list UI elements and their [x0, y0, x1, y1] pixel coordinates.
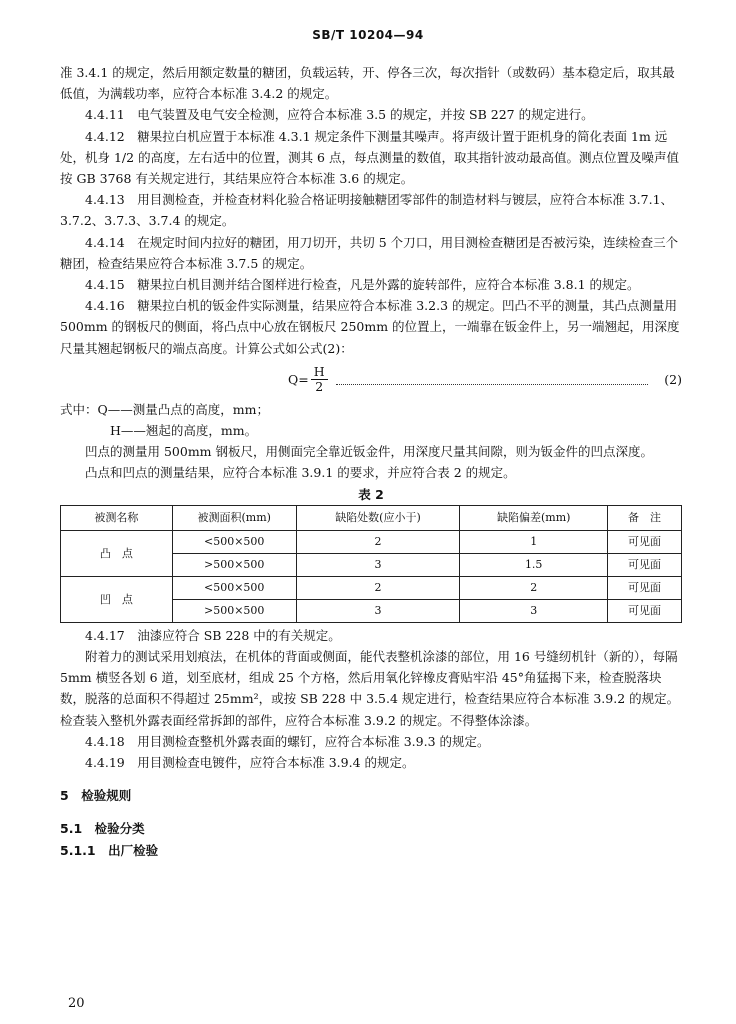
clause-4-4-19: 4.4.19 用目测检查电镀件，应符合本标准 3.9.4 的规定。 — [85, 755, 415, 771]
clause-4-4-16: 4.4.16 糖果拉白机的钣金件实际测量，结果应符合本标准 3.2.3 的规定。凹凸不平的测量，其凸点测量用 500mm 的钢板尺的侧面，将凸点中心放在钢板尺 250mm 的位置上，一端靠在钣金件上，另一端翘起，用深度尺量其翘起钢板尺的端点高度。计算公式如公式(2)： — [60, 298, 680, 356]
column-header: 缺陷偏差(mm) — [460, 505, 608, 530]
clause-4-4-11: 4.4.11 电气装置及电气安全检测，应符合本标准 3.5 的规定，并按 SB 227 的规定进行。 — [85, 107, 594, 123]
formula-lhs: Q= — [288, 372, 309, 388]
clause-4-4-15: 4.4.15 糖果拉白机目测并结合图样进行检查，凡是外露的旋转部件，应符合本标准 3.8.1 的规定。 — [85, 277, 640, 293]
document-body — [60, 62, 682, 861]
clause-4-4-12: 4.4.12 糖果拉白机应置于本标准 4.3.1 规定条件下测量其噪声。将声级计置于距机身的简化表面 1m 远处，机身 1/2 的高度，左右适中的位置，测其 6 点，每点测量的数值，取其指针波动最高值。测点位置及噪声值按 GB 3768 有关规定进行，其结果应符合本标准 3.6 的规定。 — [60, 128, 679, 187]
table-cell: 3 — [460, 599, 608, 622]
section-heading: 5.1.1 出厂检验 — [60, 842, 159, 858]
column-header: 缺陷处数(应小于) — [296, 505, 460, 530]
table-cell: 1 — [460, 530, 608, 553]
paragraph: 准 3.4.1 的规定，然后用额定数量的糖团，负载运转，开、停各三次，每次指针（或数码）基本稳定后，取其最低值，为满载功率，应符合本标准 3.4.2 的规定。 — [60, 65, 675, 102]
column-header: 备 注 — [608, 505, 682, 530]
table-cell: 可见面 — [608, 530, 682, 553]
leader-dots — [336, 383, 648, 385]
table-cell: 可见面 — [608, 576, 682, 599]
formula-2 — [60, 361, 682, 399]
table-caption: 表 2 — [358, 486, 384, 502]
table-cell: <500×500 — [172, 576, 296, 599]
table-2 — [60, 505, 682, 623]
table-cell: 2 — [296, 576, 460, 599]
table-cell: >500×500 — [172, 599, 296, 622]
formula-denominator: 2 — [315, 379, 324, 395]
group-name: 凹 点 — [61, 576, 173, 622]
formula-numerator: H — [311, 365, 328, 380]
table-row — [61, 576, 682, 599]
table-cell: 可见面 — [608, 553, 682, 576]
section-heading: 5 检验规则 — [60, 788, 132, 804]
section-heading: 5.1 检验分类 — [60, 821, 145, 837]
paragraph: 凸点和凹点的测量结果，应符合本标准 3.9.1 的要求，并应符合表 2 的规定。 — [85, 465, 516, 481]
column-header: 被测面积(mm) — [172, 505, 296, 530]
where-line: H——翘起的高度，mm。 — [110, 423, 258, 439]
formula-number: (2) — [664, 372, 682, 388]
table-cell: <500×500 — [172, 530, 296, 553]
page-header: SB/T 10204—94 — [312, 28, 424, 42]
clause-4-4-18: 4.4.18 用目测检查整机外露表面的螺钉，应符合本标准 3.9.3 的规定。 — [85, 733, 490, 749]
table-row — [61, 530, 682, 553]
table-cell: 2 — [296, 530, 460, 553]
table-cell: 可见面 — [608, 599, 682, 622]
paragraph: 凹点的测量用 500mm 钢板尺，用侧面完全靠近钣金件，用深度尺量其间隙，则为钣金件的凹点深度。 — [85, 444, 654, 460]
table-cell: 2 — [460, 576, 608, 599]
table-cell: 3 — [296, 553, 460, 576]
table-header-row — [61, 505, 682, 530]
table-cell: 1.5 — [460, 553, 608, 576]
page-number: 20 — [68, 996, 85, 1011]
column-header: 被测名称 — [61, 505, 173, 530]
clause-4-4-13: 4.4.13 用目测检查，并检查材料化验合格证明接触糖团零部件的制造材料与镀层，应符合本标准 3.7.1、3.7.2、3.7.3、3.7.4 的规定。 — [60, 192, 674, 229]
paragraph: 附着力的测试采用划痕法，在机体的背面或侧面，能代表整机涂漆的部位，用 16 号缝纫机针（新的），每隔 5mm 横竖各划 6 道，划至底材，组成 25 个方格，然后用氧化锌橡皮膏贴牢沿 45°角猛揭下来，检查脱落块数，脱落的总面积不得超过 25mm²，或按 SB 228 中 3.5.4 规定进行，检查结果应符合本标准 3.9.2 的规定。检查装入整机外露表面经常拆卸的部件，应符合本标准 3.9.2 的规定。不得整体涂漆。 — [60, 649, 680, 728]
table-cell: >500×500 — [172, 553, 296, 576]
table-cell: 3 — [296, 599, 460, 622]
formula-fraction — [311, 365, 328, 394]
clause-4-4-14: 4.4.14 在规定时间内拉好的糖团，用刀切开，共切 5 个刀口，用目测检查糖团是否被污染，连续检查三个糖团，检查结果应符合本标准 3.7.5 的规定。 — [60, 234, 679, 271]
where-line: 式中：Q——测量凸点的高度，mm； — [60, 401, 269, 417]
clause-4-4-17: 4.4.17 油漆应符合 SB 228 中的有关规定。 — [85, 627, 341, 643]
group-name: 凸 点 — [61, 530, 173, 576]
